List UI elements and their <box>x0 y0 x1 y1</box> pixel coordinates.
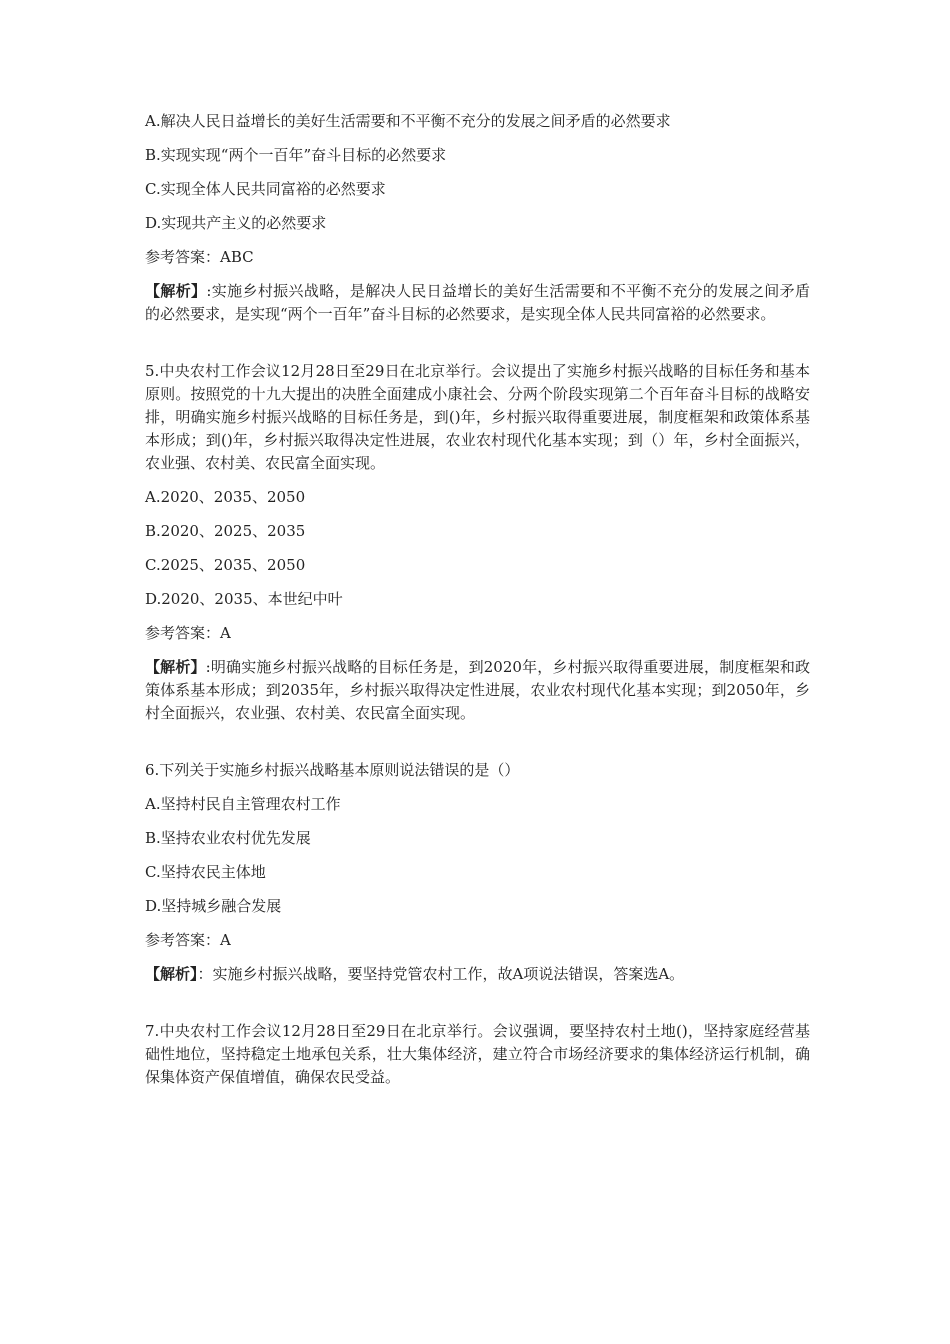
option-d: D.坚持城乡融合发展 <box>145 897 282 915</box>
reference-answer: 参考答案：A <box>145 624 231 642</box>
question-block-7 <box>145 1020 810 1089</box>
reference-answer: 参考答案：ABC <box>145 248 254 266</box>
option-a: A.2020、2035、2050 <box>145 488 306 506</box>
option-c: C.实现全体人民共同富裕的必然要求 <box>145 180 386 198</box>
reference-answer: 参考答案：A <box>145 931 231 949</box>
question-text: 6.下列关于实施乡村振兴战略基本原则说法错误的是（） <box>145 761 520 779</box>
analysis-label: 【解析】 <box>145 658 206 676</box>
option-a: A.解决人民日益增长的美好生活需要和不平衡不充分的发展之间矛盾的必然要求 <box>145 112 671 130</box>
option-b: B.坚持农业农村优先发展 <box>145 829 311 847</box>
analysis <box>145 963 810 986</box>
analysis-text: :实施乡村振兴战略，是解决人民日益增长的美好生活需要和不平衡不充分的发展之间矛盾的必然要求，是实现“两个一百年”奋斗目标的必然要求，是实现全体人民共同富裕的必然要求。 <box>145 282 810 323</box>
question-block-4 <box>145 110 810 326</box>
option-b: B.实现实现“两个一百年”奋斗目标的必然要求 <box>145 146 447 164</box>
option-d: D.实现共产主义的必然要求 <box>145 214 327 232</box>
option-d: D.2020、2035、本世纪中叶 <box>145 590 343 608</box>
question-block-5 <box>145 360 810 725</box>
analysis-text: :明确实施乡村振兴战略的目标任务是，到2020年，乡村振兴取得重要进展，制度框架和政策体系基本形成；到2035年，乡村振兴取得决定性进展，农业农村现代化基本实现；到2050年，乡村全面振兴，农业强、农村美、农民富全面实现。 <box>145 658 810 722</box>
analysis-label: 【解析】 <box>145 965 198 983</box>
question-text: 7.中央农村工作会议12月28日至29日在北京举行。会议强调，要坚持农村土地()，坚持家庭经营基础性地位，坚持稳定土地承包关系，壮大集体经济，建立符合市场经济要求的集体经济运行机制，确保集体资产保值增值，确保农民受益。 <box>145 1022 810 1086</box>
option-a: A.坚持村民自主管理农村工作 <box>145 795 341 813</box>
option-c: C.2025、2035、2050 <box>145 556 306 574</box>
analysis-label: 【解析】 <box>145 282 207 300</box>
analysis <box>145 656 810 725</box>
document-page <box>145 110 810 1089</box>
question-text: 5.中央农村工作会议12月28日至29日在北京举行。会议提出了实施乡村振兴战略的目标任务和基本原则。按照党的十九大提出的决胜全面建成小康社会、分两个阶段实现第二个百年奋斗目标的战略安排，明确实施乡村振兴战略的目标任务是，到()年，乡村振兴取得重要进展，制度框架和政策体系基本形成；到()年，乡村振兴取得决定性进展，农业农村现代化基本实现；到（）年，乡村全面振兴，农业强、农村美、农民富全面实现。 <box>145 362 810 472</box>
question-block-6 <box>145 759 810 986</box>
analysis-text: ：实施乡村振兴战略，要坚持党管农村工作，故A项说法错误，答案选A。 <box>197 965 685 983</box>
option-b: B.2020、2025、2035 <box>145 522 306 540</box>
option-c: C.坚持农民主体地 <box>145 863 266 881</box>
analysis <box>145 280 810 326</box>
